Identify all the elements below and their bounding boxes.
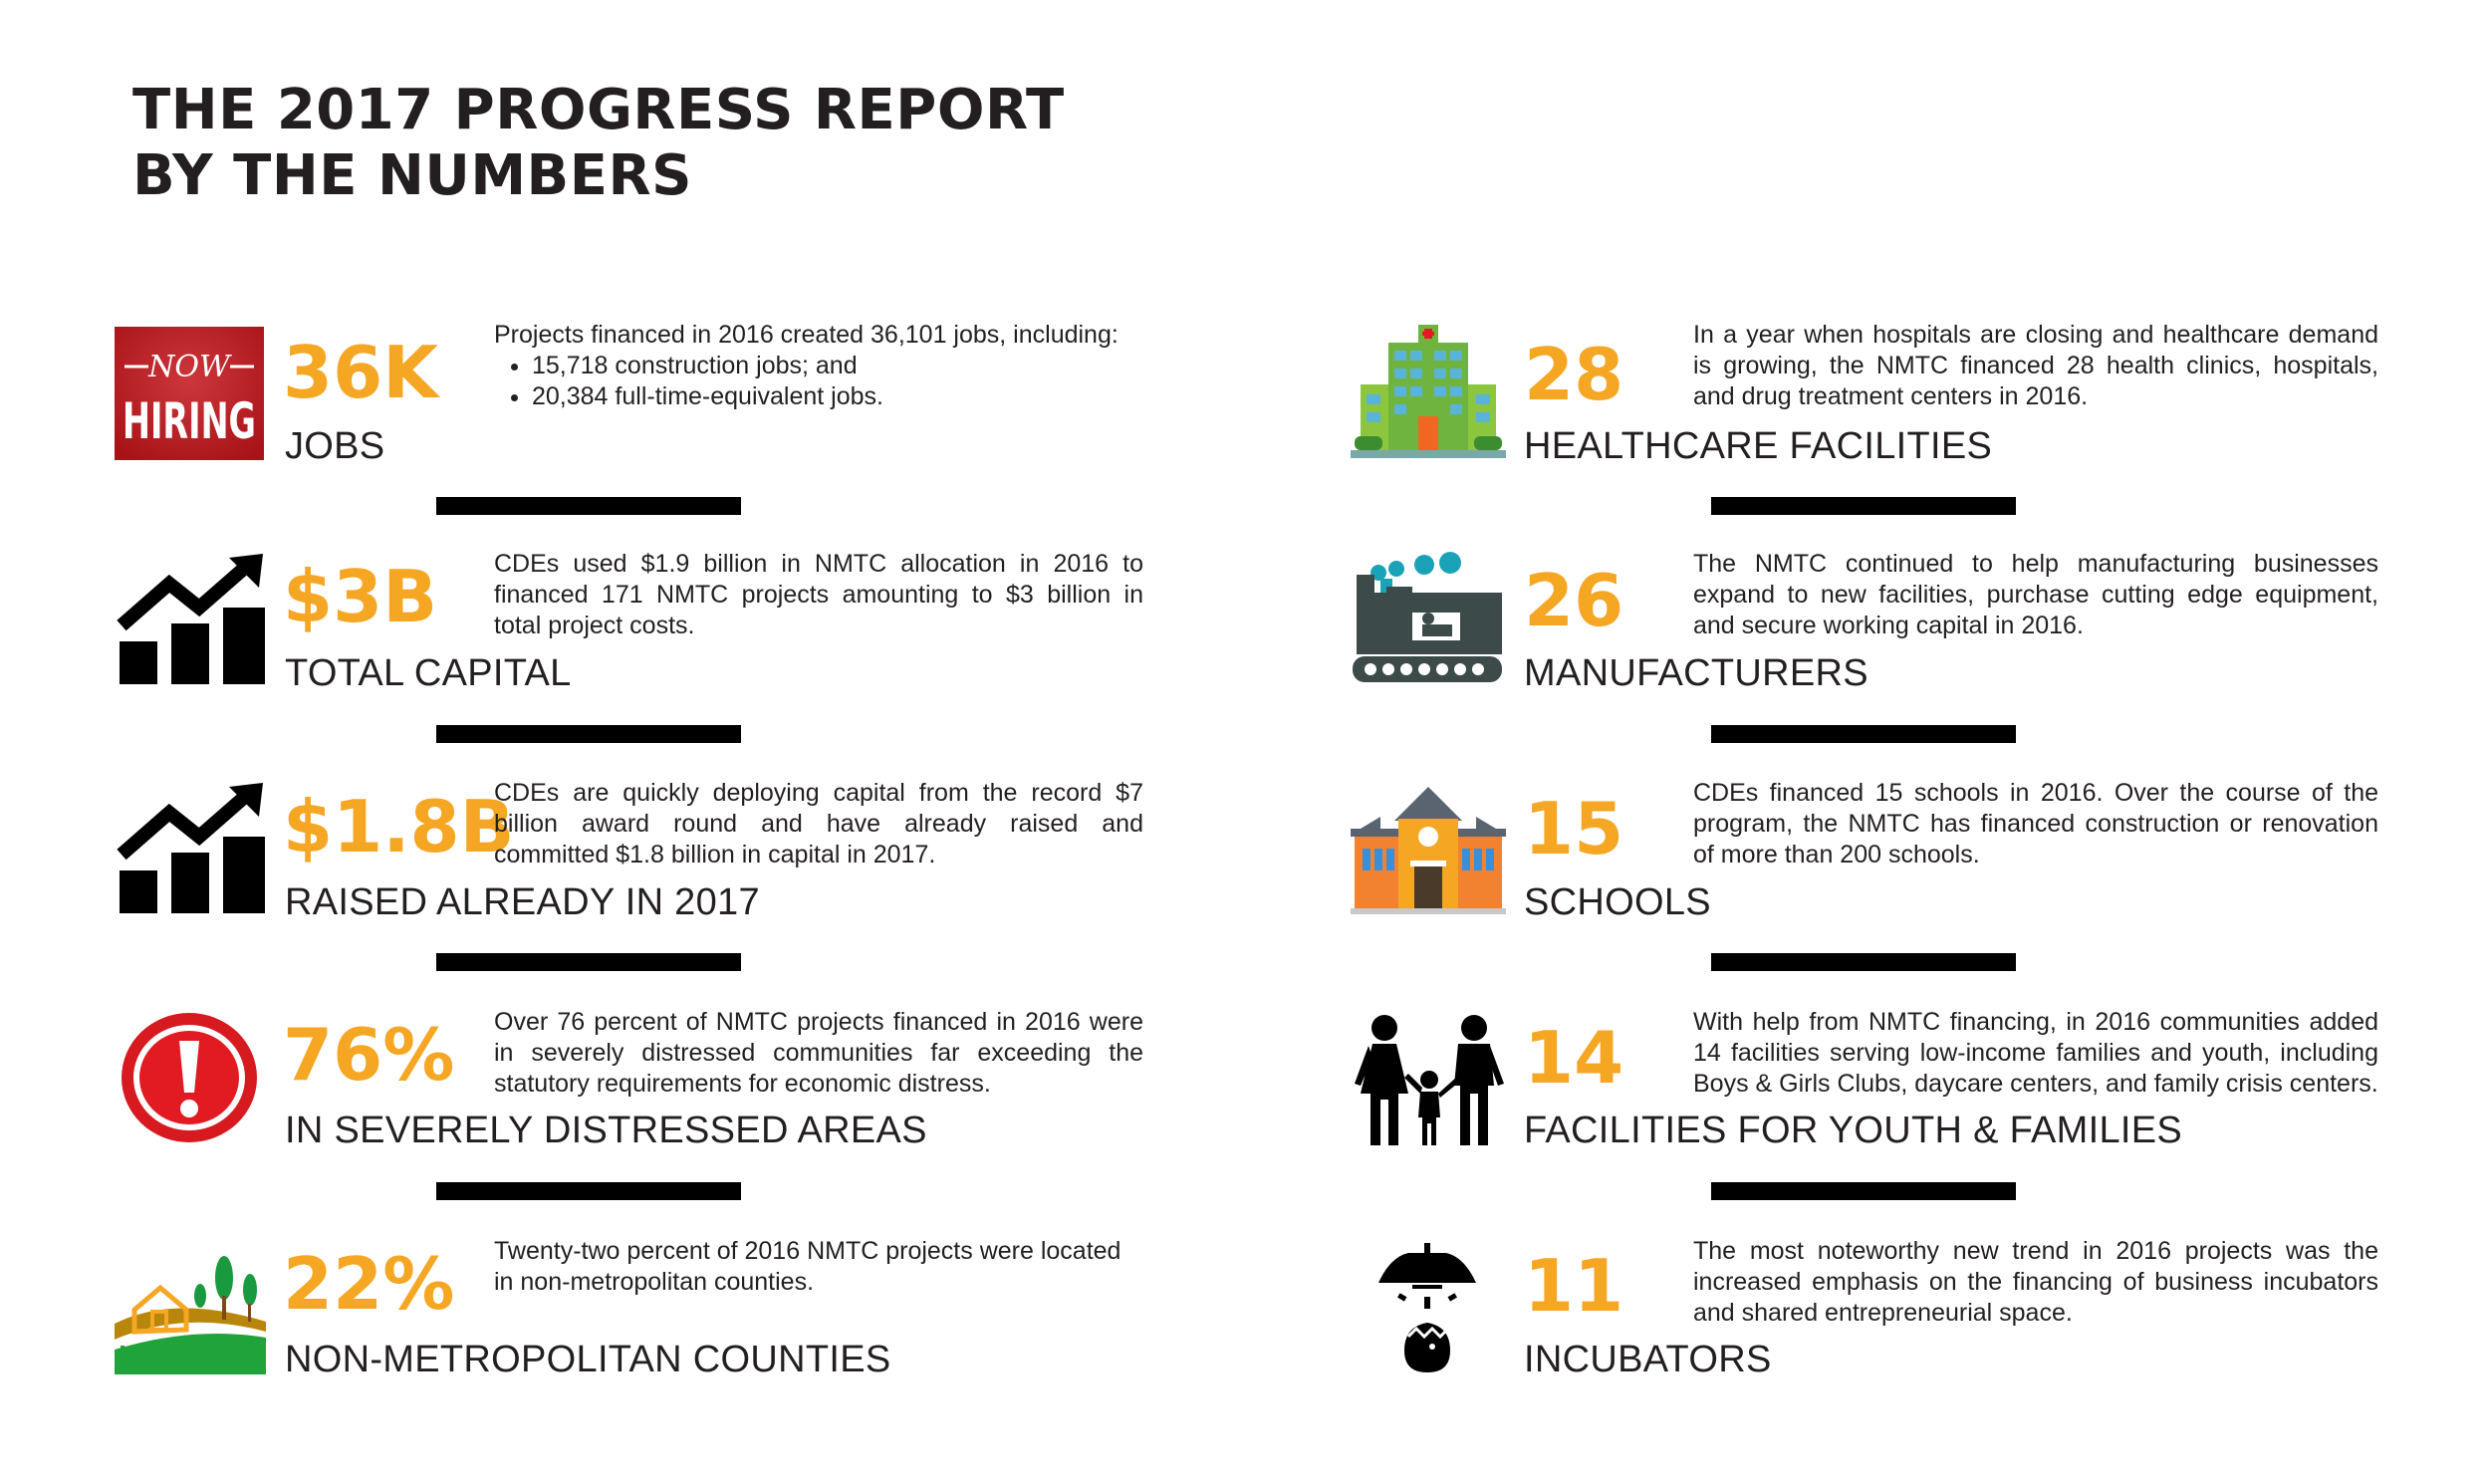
distressed-value: 76%: [283, 1013, 455, 1097]
jobs-bullet-construction: • 15,718 construction jobs; and: [532, 351, 1143, 381]
healthcare-label: HEALTHCARE FACILITIES: [1524, 425, 1993, 467]
total-capital-value: $3B: [283, 555, 438, 638]
divider-bar: [436, 725, 741, 743]
raised-label: RAISED ALREADY IN 2017: [285, 881, 760, 923]
title-line-1: THE 2017 PROGRESS REPORT: [132, 78, 1065, 142]
distressed-label: IN SEVERELY DISTRESSED AREAS: [285, 1110, 927, 1151]
raised-description: CDEs are quickly deploying capital from the record $7 billion award round and have already raised and committed $1.8 billion in capital in 2017.: [494, 779, 1143, 868]
jobs-description: [494, 320, 1143, 412]
factory-icon: [1353, 553, 1502, 686]
jobs-value: 36K: [283, 331, 438, 414]
total-capital-label: TOTAL CAPITAL: [285, 652, 572, 694]
raised-value: $1.8B: [283, 785, 515, 868]
incubator-lamp-icon: [1372, 1243, 1482, 1374]
distressed-description: Over 76 percent of NMTC projects financed in 2016 were in severely distressed communities far exceeding the statutory requirements for economic distress.: [494, 1008, 1143, 1098]
growth-chart-icon: [118, 783, 267, 915]
jobs-bullet-fte: • 20,384 full-time-equivalent jobs.: [532, 381, 1143, 412]
jobs-label: JOBS: [285, 425, 385, 467]
divider-bar: [1711, 1182, 2016, 1200]
family-icon: [1355, 1014, 1504, 1145]
now-hiring-bottom-text: HIRING: [123, 392, 256, 450]
countryside-icon: [115, 1250, 266, 1374]
hospital-icon: [1351, 325, 1506, 458]
manufacturers-value: 26: [1524, 559, 1624, 642]
manufacturers-description: The NMTC continued to help manufacturing businesses expand to new facilities, purchase cutting edge equipment, and secure working capital in 2016.: [1693, 550, 2378, 639]
divider-bar: [436, 1182, 741, 1200]
school-icon: [1351, 783, 1506, 916]
youth-families-description: With help from NMTC financing, in 2016 communities added 14 facilities serving low-income families and youth, including Boys & Girls Clubs, daycare centers, and family crisis centers.: [1693, 1008, 2378, 1098]
youth-families-label: FACILITIES FOR YOUTH & FAMILIES: [1524, 1110, 2183, 1151]
divider-bar: [436, 497, 741, 515]
title-line-2: BY THE NUMBERS: [132, 143, 692, 208]
healthcare-value: 28: [1524, 333, 1624, 416]
divider-bar: [1711, 497, 2016, 515]
growth-chart-icon: [118, 554, 267, 686]
schools-description: CDEs financed 15 schools in 2016. Over the course of the program, the NMTC has financed construction or renovation of more than 200 schools.: [1693, 779, 2378, 868]
schools-label: SCHOOLS: [1524, 881, 1711, 923]
total-capital-description: CDEs used $1.9 billion in NMTC allocation in 2016 to financed 171 NMTC projects amounting to $3 billion in total project costs.: [494, 550, 1143, 639]
now-hiring-icon: [115, 327, 264, 460]
non-metro-value: 22%: [283, 1242, 455, 1326]
youth-families-value: 14: [1524, 1016, 1624, 1100]
non-metro-label: NON-METROPOLITAN COUNTIES: [285, 1339, 891, 1380]
non-metro-description: Twenty-two percent of 2016 NMTC projects were located in non-metropolitan counties.: [494, 1237, 1121, 1296]
now-hiring-top-text: NOW: [148, 350, 230, 384]
manufacturers-label: MANUFACTURERS: [1524, 652, 1868, 694]
page-title: [132, 78, 1065, 209]
incubators-description: The most noteworthy new trend in 2016 projects was the increased emphasis on the financing of business incubators and shared entrepreneurial space.: [1693, 1237, 2378, 1327]
jobs-desc-intro: Projects financed in 2016 created 36,101 jobs, including:: [494, 321, 1119, 349]
incubators-value: 11: [1524, 1244, 1624, 1328]
divider-bar: [436, 953, 741, 971]
healthcare-description: In a year when hospitals are closing and healthcare demand is growing, the NMTC financed 28 health clinics, hospitals, and drug treatment centers in 2016.: [1693, 321, 2378, 410]
incubators-label: INCUBATORS: [1524, 1339, 1772, 1380]
alert-exclamation-icon: [120, 1011, 259, 1144]
schools-value: 15: [1524, 787, 1624, 870]
divider-bar: [1711, 725, 2016, 743]
divider-bar: [1711, 953, 2016, 971]
